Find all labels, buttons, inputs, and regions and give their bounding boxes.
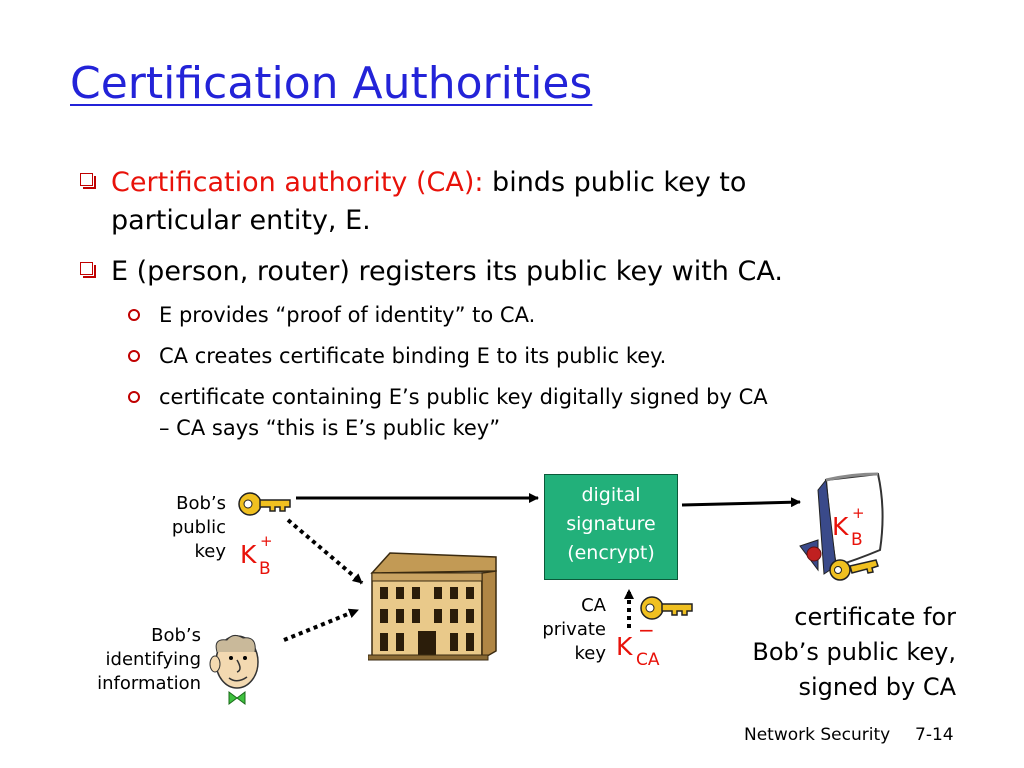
footer-page-number: 7-14 [915, 725, 954, 745]
label-line: identifying [105, 649, 201, 670]
key-symbol: K [240, 540, 257, 569]
key-subscript: B [851, 530, 863, 550]
bob-public-key-label [160, 492, 226, 564]
caption-line: signed by CA [798, 673, 956, 701]
bob-person-icon [203, 630, 269, 706]
digital-signature-box [544, 474, 678, 580]
certificate-caption [740, 600, 956, 705]
slide-footer [744, 725, 954, 745]
sub-bullet-text: E provides “proof of identity” to CA. [159, 303, 536, 327]
signature-box-line: (encrypt) [567, 542, 655, 564]
label-line: Bob’s [151, 625, 201, 646]
signature-box-line: digital [581, 484, 641, 506]
dotted-arrow-key-to-ca [288, 520, 362, 583]
label-line: public [171, 517, 226, 538]
label-line: information [97, 673, 201, 694]
bullet-text: E (person, router) registers its public key with CA. [111, 256, 783, 287]
dotted-arrow-identity-to-ca [284, 610, 358, 640]
key-symbol: K [832, 512, 849, 541]
bullet-highlight: Certification authority (CA): [111, 167, 484, 198]
sub-bullet-text: certificate containing E’s public key digitally signed by CA [159, 385, 768, 409]
arrow-signature-to-certificate [682, 502, 800, 505]
caption-line: Bob’s public key, [752, 638, 956, 666]
sub-bullet-continuation: – CA says “this is E’s public key” [159, 416, 501, 440]
ca-private-key-label [528, 594, 606, 666]
label-line: key [574, 643, 606, 664]
key-subscript: CA [636, 650, 660, 670]
key-superscript: + [852, 504, 865, 522]
ca-building-icon [368, 551, 502, 661]
label-line: Bob’s [176, 493, 226, 514]
signature-box-line: signature [566, 513, 656, 535]
key-icon [238, 490, 294, 518]
slide-title: Certification Authorities [70, 58, 593, 109]
bullet-text-continued: particular entity, E. [111, 205, 371, 236]
key-subscript: B [259, 559, 271, 579]
bob-identifying-info-label [74, 624, 201, 696]
key-superscript: − [638, 618, 655, 642]
caption-line: certificate for [794, 603, 956, 631]
label-line: key [194, 541, 226, 562]
label-line: CA [581, 595, 606, 616]
key-symbol: K [616, 632, 633, 661]
label-line: private [542, 619, 606, 640]
key-superscript: + [260, 532, 273, 550]
sub-bullet-text: CA creates certificate binding E to its public key. [159, 344, 667, 368]
footer-section: Network Security [744, 725, 891, 745]
bullet-text: binds public key to [483, 167, 747, 198]
